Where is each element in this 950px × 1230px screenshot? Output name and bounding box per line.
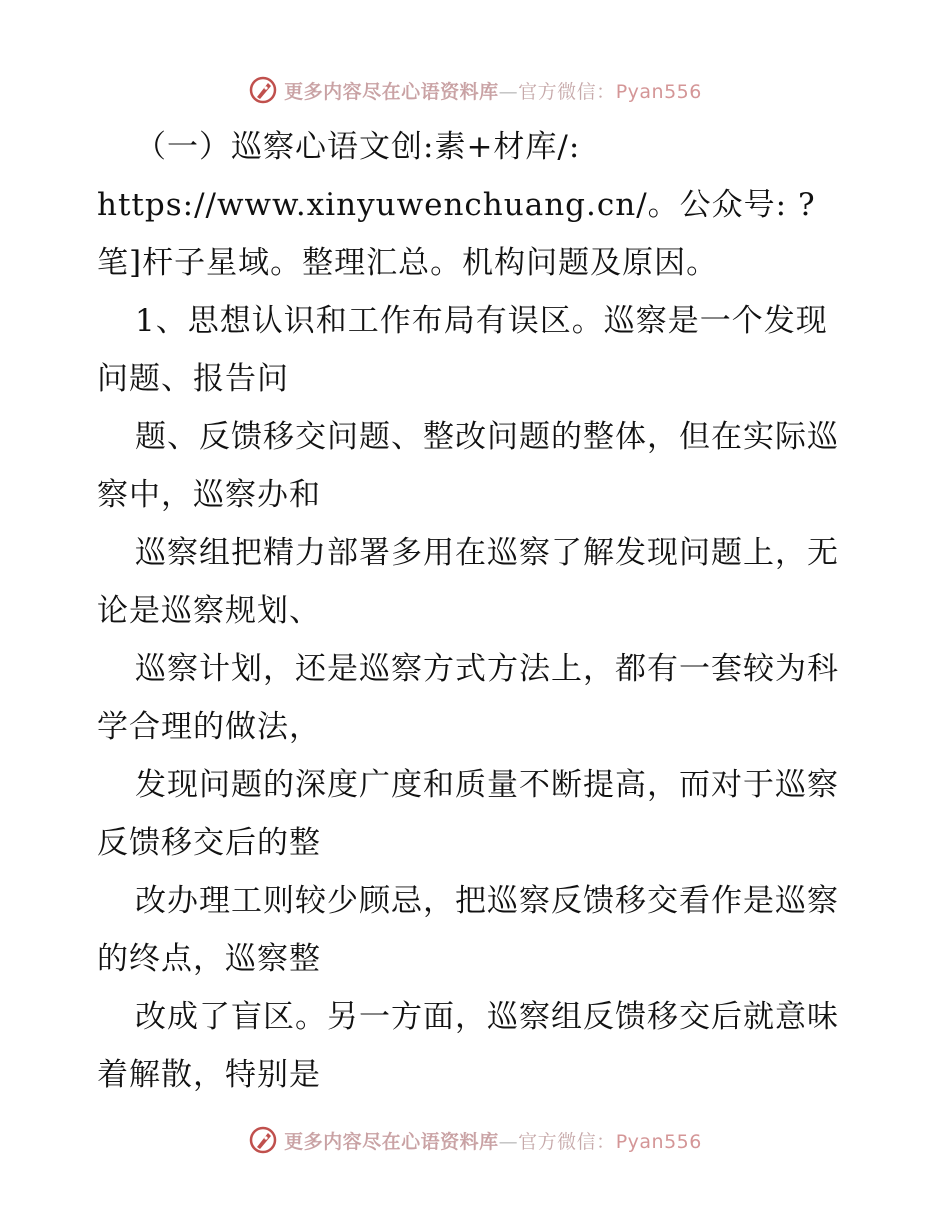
banner-wechat-id: Pyan556 xyxy=(615,80,702,103)
banner-separator: — xyxy=(498,80,519,103)
paragraph: 题、反馈移交问题、整改问题的整体，但在实际巡察中，巡察办和 xyxy=(97,419,839,513)
document-body xyxy=(97,118,857,1104)
paragraph: （一）巡察心语文创:素+材库/: https://www.xinyuwenchuang.cn/。公众号: ?笔]杆子星域。整理汇总。机构问题及原因。 xyxy=(97,129,816,281)
header-banner xyxy=(0,70,950,110)
banner-text xyxy=(284,1127,702,1154)
banner-title: 更多内容尽在心语资料库 xyxy=(284,1130,499,1153)
pen-nib-logo-icon xyxy=(248,75,278,105)
paragraph: 1、思想认识和工作布局有误区。巡察是一个发现问题、报告问 xyxy=(97,303,828,397)
paragraph: 巡察计划，还是巡察方式方法上，都有一套较为科学合理的做法， xyxy=(97,651,839,745)
paragraph: 改成了盲区。另一方面，巡察组反馈移交后就意味着解散，特别是 xyxy=(97,999,839,1093)
paragraph: 发现问题的深度广度和质量不断提高，而对于巡察反馈移交后的整 xyxy=(97,767,839,861)
banner-separator: — xyxy=(498,1130,519,1153)
banner-wechat-label: 官方微信： xyxy=(518,1130,616,1153)
banner-wechat-label: 官方微信： xyxy=(518,80,616,103)
pen-nib-logo-icon xyxy=(248,1125,278,1155)
banner-wechat-id: Pyan556 xyxy=(615,1130,702,1153)
paragraph: 改办理工则较少顾忌，把巡察反馈移交看作是巡察的终点，巡察整 xyxy=(97,883,839,977)
banner-title: 更多内容尽在心语资料库 xyxy=(284,80,499,103)
paragraph: 巡察组把精力部署多用在巡察了解发现问题上，无论是巡察规划、 xyxy=(97,535,839,629)
banner-text xyxy=(284,77,702,104)
footer-banner xyxy=(0,1120,950,1160)
